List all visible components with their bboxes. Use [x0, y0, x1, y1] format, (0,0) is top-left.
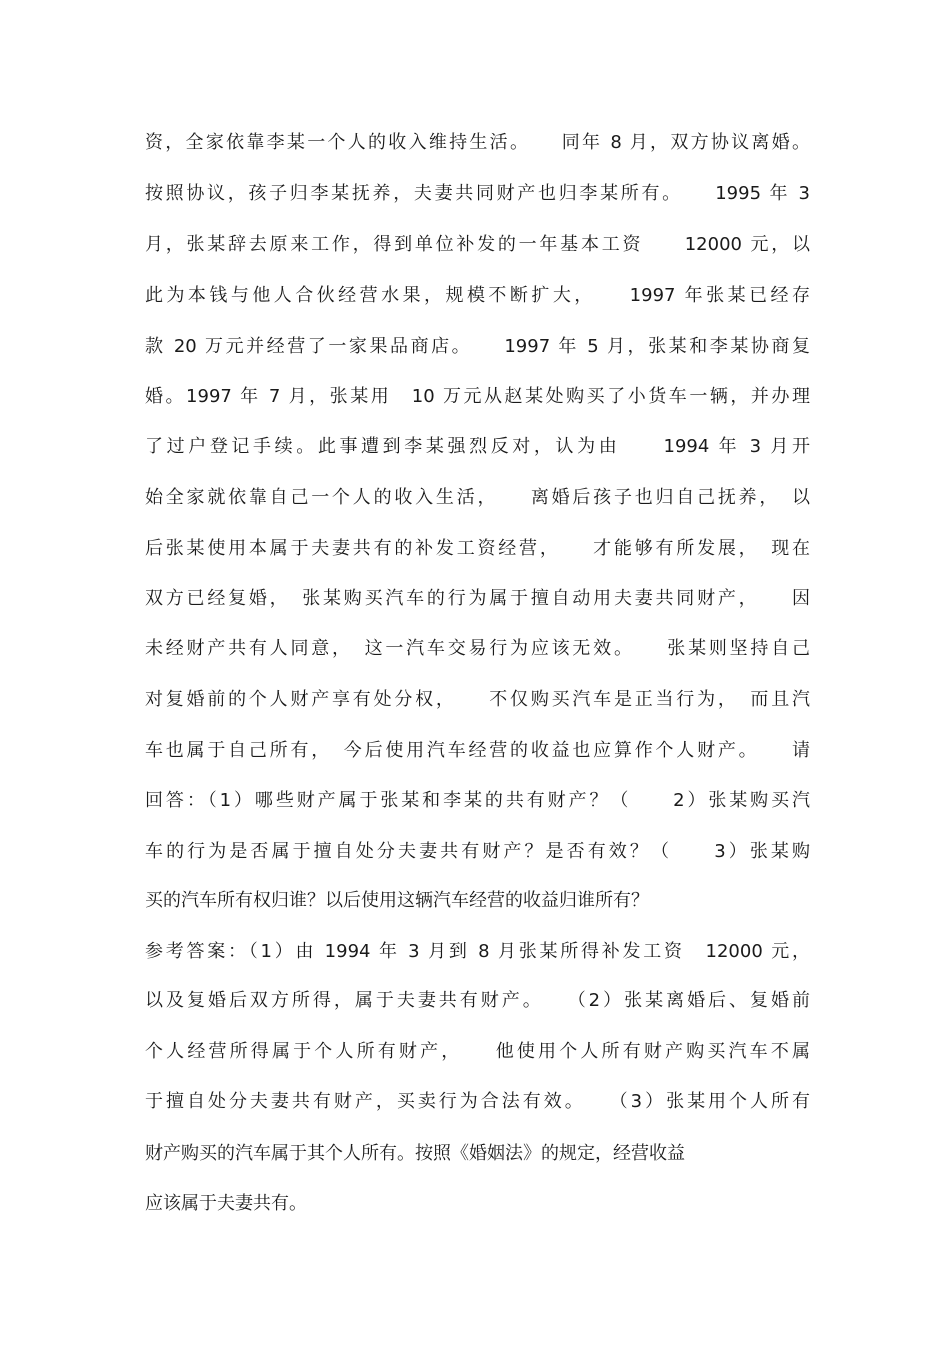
- answer-line: 以及复婚后双方所得，属于夫妻共有财产。 （2）张某离婚后、复婚前: [145, 990, 810, 1011]
- answer-line: 应该属于夫妻共有。: [145, 1193, 307, 1214]
- text-line: 款 20 万元并经营了一家果品商店。 1997 年 5 月，张某和李某协商复: [145, 336, 810, 357]
- text-line: 双方已经复婚， 张某购买汽车的行为属于擅自动用夫妻共同财产， 因: [145, 588, 810, 609]
- text-line: 后张某使用本属于夫妻共有的补发工资经营， 才能够有所发展， 现在: [145, 538, 810, 559]
- text-line: 买的汽车所有权归谁？以后使用这辆汽车经营的收益归谁所有？: [145, 890, 649, 911]
- text-line: 了过户登记手续。此事遭到李某强烈反对，认为由 1994 年 3 月开: [145, 436, 810, 457]
- text-line: 车的行为是否属于擅自处分夫妻共有财产？是否有效？（ 3）张某购: [145, 841, 810, 862]
- answer-line: 参考答案：（1）由 1994 年 3 月到 8 月张某所得补发工资 12000 元，: [145, 941, 810, 962]
- answer-line: 财产购买的汽车属于其个人所有。按照《婚姻法》的规定，经营收益: [145, 1143, 685, 1164]
- text-line: 未经财产共有人同意， 这一汽车交易行为应该无效。 张某则坚持自己: [145, 638, 810, 659]
- answer-line: 个人经营所得属于个人所有财产， 他使用个人所有财产购买汽车不属: [145, 1041, 810, 1062]
- text-line: 资，全家依靠李某一个人的收入维持生活。 同年 8 月，双方协议离婚。: [145, 132, 810, 153]
- text-line: 此为本钱与他人合伙经营水果，规模不断扩大， 1997 年张某已经存: [145, 285, 810, 306]
- text-line: 婚。1997 年 7 月，张某用 10 万元从赵某处购买了小货车一辆，并办理: [145, 386, 810, 407]
- text-line: 车也属于自己所有， 今后使用汽车经营的收益也应算作个人财产。 请: [145, 740, 810, 761]
- answer-line: 于擅自处分夫妻共有财产，买卖行为合法有效。 （3）张某用个人所有: [145, 1091, 810, 1112]
- text-line: 按照协议，孩子归李某抚养，夫妻共同财产也归李某所有。 1995 年 3: [145, 183, 810, 204]
- text-line: 始全家就依靠自己一个人的收入生活， 离婚后孩子也归自己抚养， 以: [145, 487, 810, 508]
- text-line: 月，张某辞去原来工作，得到单位补发的一年基本工资 12000 元，以: [145, 234, 810, 255]
- text-line: 对复婚前的个人财产享有处分权， 不仅购买汽车是正当行为， 而且汽: [145, 689, 810, 710]
- text-line: 回答：（1）哪些财产属于张某和李某的共有财产？（ 2）张某购买汽: [145, 790, 810, 811]
